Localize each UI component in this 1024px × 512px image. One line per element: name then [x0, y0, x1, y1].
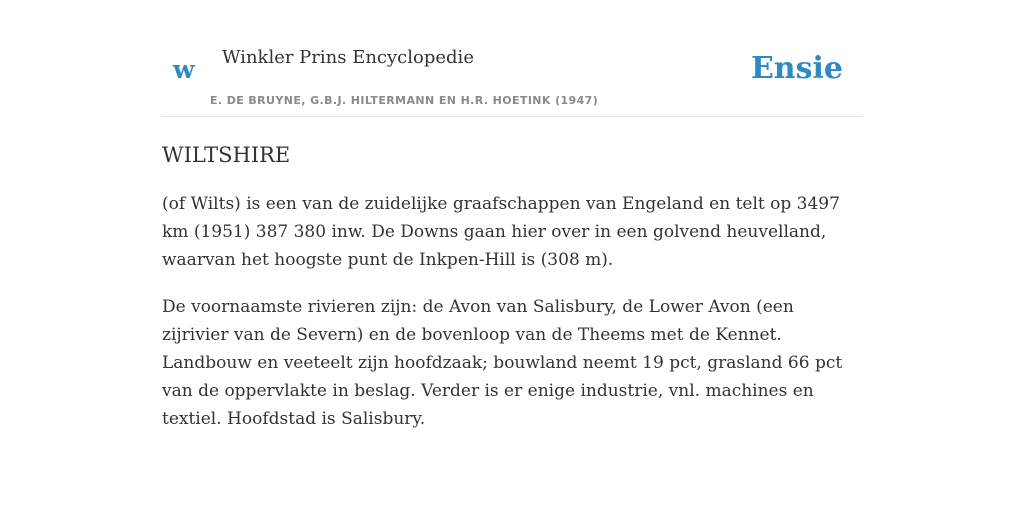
article-paragraph: (of Wilts) is een van de zuidelijke graafschappen van Engeland en telt op 3497 km (1951) 387 380 inw. De Downs gaan hier over in een golvend heuvelland, waarvan het hoogste punt de Inkpen-Hill is (308 m).: [162, 194, 840, 270]
encyclopedia-authors: E. DE BRUYNE, G.B.J. HILTERMANN EN H.R. HOETINK (1947): [210, 94, 599, 107]
winkler-prins-logo[interactable]: w: [173, 55, 195, 84]
ensie-brand-logo[interactable]: Ensie: [750, 51, 843, 86]
page-header: [162, 40, 862, 117]
article: [162, 140, 862, 433]
article-paragraph: De voornaamste rivieren zijn: de Avon van Salisbury, de Lower Avon (een zijrivier van de Severn) en de bovenloop van de Theems met de Kennet. Landbouw en veeteelt zijn hoofdzaak; bouwland neemt 19 pct, grasland 66 pct van de oppervlakte in beslag. Verder is er enige industrie, vnl. machines en textiel. Hoofdstad is Salisbury.: [162, 297, 843, 429]
encyclopedia-title[interactable]: Winkler Prins Encyclopedie: [222, 47, 474, 68]
entry-title: WILTSHIRE: [162, 143, 291, 167]
